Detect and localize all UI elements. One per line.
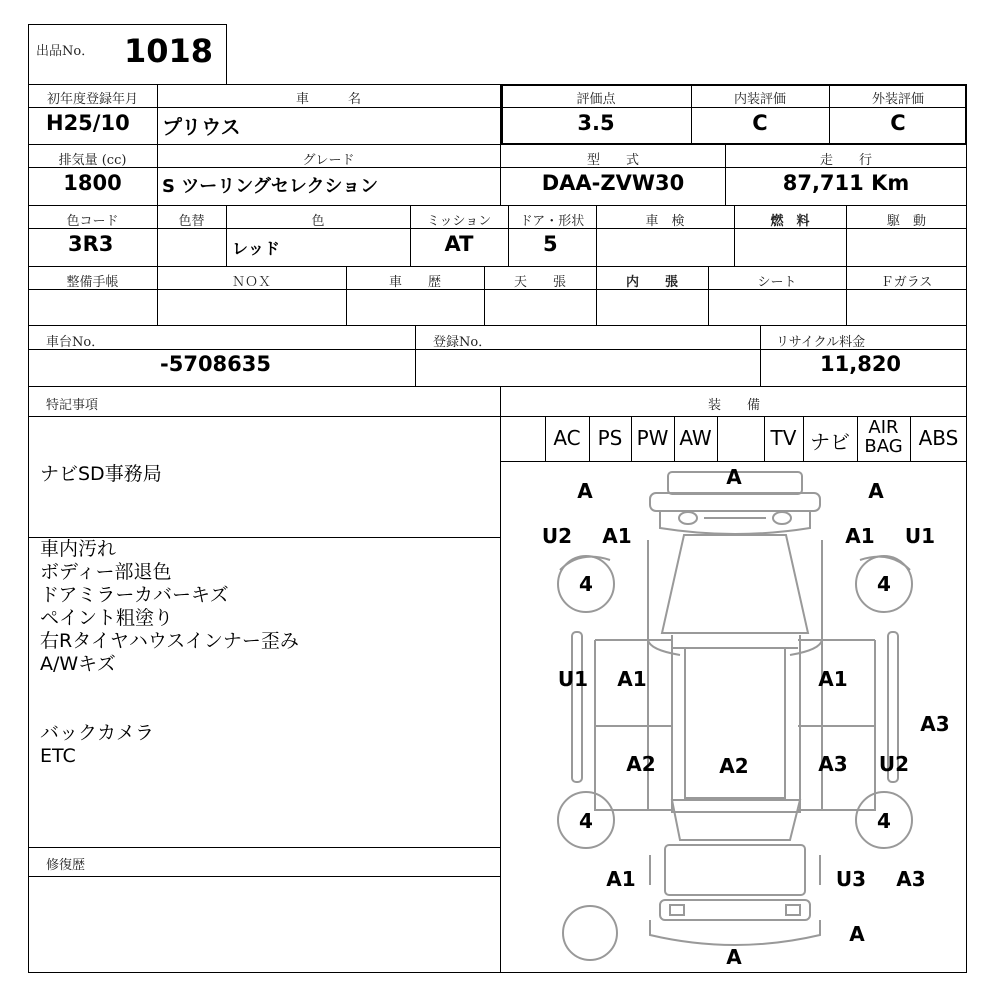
recycle-fee-value: 11,820 [820, 352, 902, 376]
color-label: 色 [311, 214, 325, 229]
equipment-abs: ABS [918, 426, 959, 450]
interior-label: 内装評価 [733, 92, 786, 107]
damage-a3-bottom-right: A3 [896, 867, 926, 891]
chassis-value: -5708635 [160, 352, 271, 376]
grade-value: S ツーリングセレクション [162, 176, 379, 197]
reg-date-label: 初年度登録年月 [46, 92, 138, 107]
inspection-label: 車 検 [645, 214, 685, 229]
exterior-value: C [890, 111, 906, 135]
damage-u2-top-left: U2 [541, 524, 573, 548]
tire-rear-left: 4 [579, 809, 593, 833]
model-value: DAA-ZVW30 [541, 171, 685, 195]
tire-front-right: 4 [877, 572, 891, 596]
equipment-airbag: AIR BAG [864, 417, 903, 457]
front-glass-label: Ｆガラス [880, 275, 933, 290]
tire-rear-right: 4 [877, 809, 891, 833]
interior-value: C [752, 111, 768, 135]
color-code-label: 色コード [66, 214, 119, 229]
sunroof-label: 天 張 [513, 275, 566, 290]
maintenance-book-label: 整備手帳 [66, 275, 119, 290]
mission-value: AT [444, 232, 474, 256]
equipment-label: 装 備 [707, 398, 760, 413]
car-history-label: 車 歴 [388, 275, 441, 290]
damage-u1-mid-left: U1 [557, 667, 589, 691]
damage-front-left: A [577, 479, 593, 503]
mileage-label: 走 行 [819, 153, 872, 168]
damage-u2-right: U2 [878, 752, 910, 776]
repaint-label: 色替 [178, 214, 205, 229]
damage-a1-top-left: A1 [602, 524, 632, 548]
color-value: レッド [232, 239, 280, 258]
score-label: 評価点 [576, 92, 616, 107]
damage-u1-top-right: U1 [904, 524, 936, 548]
displacement-label: 排気量 (cc) [58, 153, 127, 168]
equipment-ps: PS [597, 426, 623, 450]
damage-rear-right: A [849, 922, 865, 946]
grade-label: グレード [302, 153, 355, 168]
special-note-navi: ナビSD事務局 [40, 463, 162, 485]
damage-a3-far-right: A3 [920, 712, 950, 736]
damage-a1-bottom-left: A1 [606, 867, 636, 891]
damage-u3-bottom-right: U3 [835, 867, 867, 891]
damage-a1-mid-right: A1 [818, 667, 848, 691]
score-value: 3.5 [577, 111, 615, 135]
tire-front-left: 4 [579, 572, 593, 596]
equipment-pw: PW [636, 426, 669, 450]
equipment-ac: AC [553, 426, 581, 450]
damage-a2-center: A2 [719, 754, 749, 778]
reg-date-value: H25/10 [46, 111, 130, 135]
damage-a1-top-right: A1 [845, 524, 875, 548]
mileage-value: 87,711 Km [782, 171, 910, 195]
chassis-label: 車台No． [46, 335, 105, 350]
special-notes-label: 特記事項 [46, 398, 99, 413]
repair-history-label: 修復歴 [46, 858, 86, 873]
damage-a1-mid-left: A1 [617, 667, 647, 691]
fuel-label: 燃 料 [770, 214, 810, 229]
damage-a2-left: A2 [626, 752, 656, 776]
recycle-fee-label: リサイクル料金 [776, 335, 866, 350]
equipment-tv: TV [770, 426, 797, 450]
damage-rear-center: A [726, 945, 742, 969]
door-value: 5 [543, 232, 558, 256]
registration-label: 登録No． [433, 335, 492, 350]
damage-a3-right: A3 [818, 752, 848, 776]
equipment-navi: ナビ [810, 430, 850, 454]
damage-front-center: A [726, 465, 742, 489]
door-label: ドア・形状 [519, 214, 585, 229]
drive-label: 駆 動 [886, 214, 926, 229]
exterior-label: 外装評価 [871, 92, 924, 107]
nox-label: ＮＯＸ [231, 275, 271, 290]
headliner-label: 内 張 [625, 275, 678, 290]
mission-label: ミッション [426, 214, 492, 229]
lot-number: 1018 [124, 32, 214, 70]
color-code-value: 3R3 [68, 232, 114, 256]
lot-label: 出品No． [36, 44, 95, 59]
car-name-value: プリウス [162, 115, 241, 139]
model-label: 型 式 [586, 153, 639, 168]
seat-label: シート [757, 275, 797, 290]
special-note-list: 車内汚れ ボディー部退色 ドアミラーカバーキズ ペイント粗塗り 右Rタイヤハウスインナー歪み A/Wキズ バックカメラ ETC [40, 538, 299, 767]
car-name-label: 車 名 [295, 92, 361, 107]
displacement-value: 1800 [63, 171, 122, 195]
damage-front-right: A [868, 479, 884, 503]
equipment-aw: AW [679, 426, 712, 450]
